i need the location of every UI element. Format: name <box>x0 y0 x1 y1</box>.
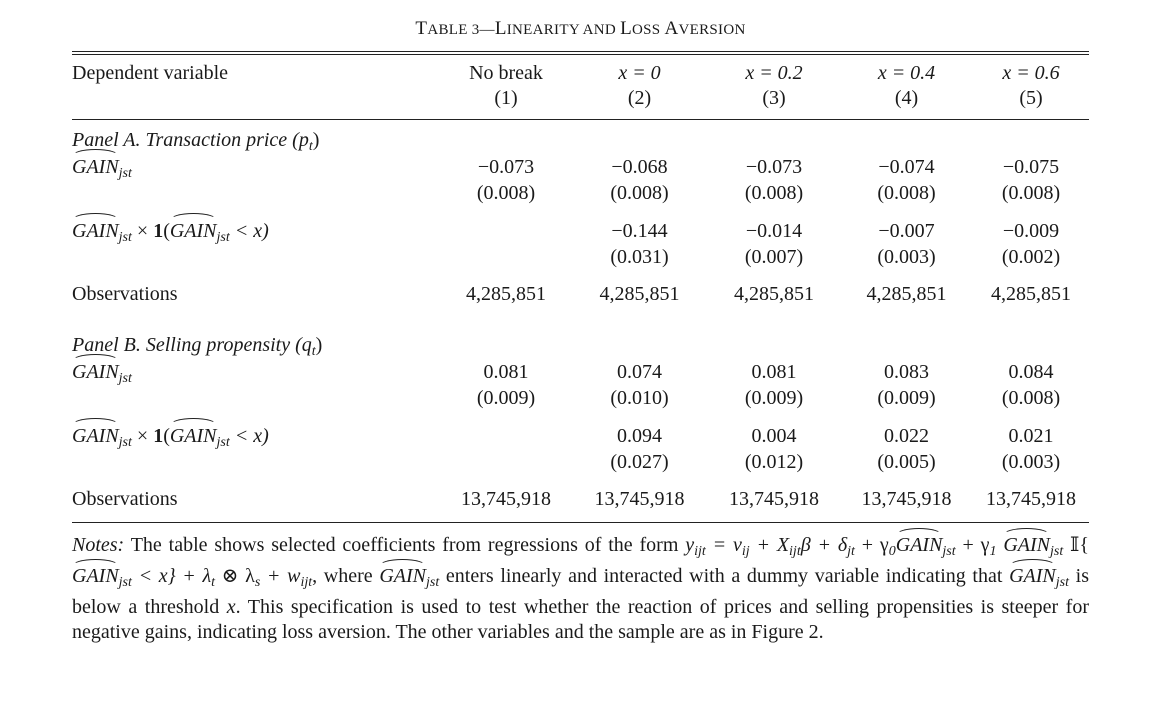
panel-a-sub: t <box>308 139 313 154</box>
coef-cell: 0.083 <box>884 361 929 383</box>
eq-sub: jt <box>847 544 855 559</box>
title-part: VERSION <box>678 22 746 38</box>
eq-sub: 1 <box>989 544 997 559</box>
col-label: x = 0.2 <box>745 62 803 84</box>
empty-cell <box>72 244 441 270</box>
gain-symbol: GAIN <box>72 361 119 383</box>
title-part: L <box>494 18 507 39</box>
coef-cell: −0.075 <box>1002 156 1060 178</box>
col-header-2 <box>571 61 708 119</box>
gain-symbol: GAIN <box>72 425 119 447</box>
eq-part: = v <box>705 534 742 556</box>
col-number: (1) <box>494 87 518 109</box>
coef-cell: −0.073 <box>477 156 535 178</box>
se-cell: (0.003) <box>877 246 936 268</box>
eq-sub: 0 <box>888 544 896 559</box>
col-number: (3) <box>762 87 786 109</box>
coef-cell: 0.004 <box>751 425 797 447</box>
col-header-5 <box>973 61 1089 119</box>
title-part: T <box>415 18 428 39</box>
table-header <box>72 55 1089 119</box>
col-label: No break <box>469 62 543 84</box>
eq-sub: ij <box>741 544 750 559</box>
indicator-symbol: 1 <box>153 220 164 242</box>
gain-sub: jst <box>216 435 230 450</box>
gain-sub: jst <box>118 230 132 245</box>
coef-cell: 0.084 <box>1008 361 1054 383</box>
obs-cell: 13,745,918 <box>594 488 685 510</box>
gain-sub: jst <box>216 230 230 245</box>
col-label: x = 0.4 <box>877 62 936 84</box>
gain-symbol: GAIN <box>72 220 119 242</box>
table-page <box>72 14 1089 645</box>
se-cell: (0.009) <box>744 387 804 409</box>
panel-b-sub: t <box>311 344 316 359</box>
se-cell: (0.031) <box>610 246 669 268</box>
gain-sub: jst <box>1049 544 1064 559</box>
se-cell <box>441 244 571 270</box>
coef-cell: −0.073 <box>745 156 803 178</box>
table-row <box>72 244 1089 270</box>
col-label: x = 0.6 <box>1002 62 1060 84</box>
se-cell: (0.008) <box>1001 387 1061 409</box>
se-cell: (0.007) <box>744 246 804 268</box>
title-part: L <box>620 18 632 39</box>
table-row <box>72 180 1089 206</box>
notes-text: , where <box>312 565 380 587</box>
coef-cell: 0.074 <box>617 361 662 383</box>
table-row <box>72 359 1089 385</box>
coef-cell: 0.081 <box>751 361 797 383</box>
notes-text: The table shows selected coefficients from regressions of the form <box>124 534 686 556</box>
gain-symbol: GAIN <box>379 565 426 587</box>
gain-sub: jst <box>118 575 132 590</box>
eq-sub: ijt <box>694 544 706 559</box>
table-title <box>72 14 1089 44</box>
title-part: A <box>664 18 679 39</box>
gain-sub: jst <box>118 166 132 181</box>
eq-part: + X <box>749 534 790 556</box>
paren: ( <box>163 220 170 242</box>
panel-a-label <box>72 126 1089 154</box>
se-cell: (0.027) <box>610 451 669 473</box>
times-symbol: × <box>131 425 154 447</box>
table-row <box>72 218 1089 244</box>
times-symbol: × <box>131 220 154 242</box>
lt-x: < x) <box>229 220 269 242</box>
obs-cell: 13,745,918 <box>461 488 551 510</box>
se-cell: (0.008) <box>610 182 669 204</box>
table-notes <box>72 533 1089 645</box>
se-cell: (0.008) <box>476 182 536 204</box>
se-cell: (0.009) <box>476 387 536 409</box>
gain-symbol: GAIN <box>72 156 119 178</box>
eq-part: β + δ <box>800 534 848 556</box>
coef-cell: −0.068 <box>611 156 668 178</box>
eq-part: + γ <box>955 534 990 556</box>
gain-sub: jst <box>118 371 132 386</box>
eq-sub: t <box>211 575 216 590</box>
gain-symbol: GAIN <box>895 534 943 556</box>
title-part: INEARITY AND <box>506 22 621 38</box>
eq-part: 𝕀{ <box>1063 534 1090 556</box>
eq-part: ⊗ λ <box>215 565 255 587</box>
gain-symbol: GAIN <box>169 220 217 242</box>
eq-part: + γ <box>854 534 889 556</box>
observations-label: Observations <box>72 283 178 305</box>
coef-cell: −0.007 <box>878 220 935 242</box>
gain-sub: jst <box>118 435 132 450</box>
eq-sub: s <box>254 575 261 590</box>
col-header-3 <box>708 61 840 119</box>
eq-part: + w <box>260 565 301 587</box>
se-cell: (0.012) <box>744 451 804 473</box>
coef-cell: 0.094 <box>617 425 662 447</box>
obs-cell: 4,285,851 <box>866 283 947 305</box>
obs-cell: 4,285,851 <box>599 283 680 305</box>
panel-a-var: p <box>298 129 309 151</box>
se-cell: (0.008) <box>1001 182 1061 204</box>
title-part: OSS <box>631 22 665 38</box>
col-number: (4) <box>894 87 919 109</box>
se-cell: (0.005) <box>877 451 936 473</box>
empty-cell <box>72 449 441 475</box>
col-number: (5) <box>1019 87 1043 109</box>
panel-b-close: ) <box>315 334 323 356</box>
col-number: (2) <box>627 87 652 109</box>
obs-cell: 4,285,851 <box>466 283 546 305</box>
se-cell: (0.008) <box>744 182 804 204</box>
gain-sub: jst <box>426 575 440 590</box>
gain-symbol: GAIN <box>169 425 217 447</box>
notes-text: . This specification is used to test whether the reaction of prices and selling propensities is steeper for negative gains, indicating loss aversion. The other variables and the sample are as in Figure 2. <box>72 596 1089 643</box>
table-row <box>72 154 1089 180</box>
empty-cell <box>72 180 441 206</box>
obs-cell: 4,285,851 <box>734 283 814 305</box>
table-row <box>72 281 1089 307</box>
col-label: x = 0 <box>618 62 661 84</box>
gain-symbol: GAIN <box>72 565 119 587</box>
coef-cell: −0.014 <box>745 220 803 242</box>
eq-part: < x} + λ <box>131 565 212 587</box>
title-part: ABLE 3— <box>427 22 495 38</box>
coef-cell: −0.009 <box>1002 220 1060 242</box>
paren: ( <box>163 425 170 447</box>
obs-cell: 13,745,918 <box>861 488 952 510</box>
obs-cell: 4,285,851 <box>991 283 1071 305</box>
dependent-variable-label: Dependent variable <box>72 62 229 84</box>
panel-b-label <box>72 331 1089 359</box>
coef-cell: 0.022 <box>884 425 929 447</box>
col-header-1 <box>441 61 571 119</box>
notes-var: x <box>226 596 236 618</box>
se-cell: (0.010) <box>610 387 669 409</box>
eq-part: y <box>685 534 695 556</box>
obs-cell: 13,745,918 <box>986 488 1076 510</box>
table-row <box>72 423 1089 449</box>
table-row <box>72 385 1089 411</box>
se-cell: (0.002) <box>1001 246 1061 268</box>
coef-cell: −0.074 <box>878 156 935 178</box>
notes-lead: Notes: <box>72 534 125 556</box>
coef-cell: 0.081 <box>483 361 529 383</box>
gain-symbol: GAIN <box>1009 565 1056 587</box>
eq-sub: ijt <box>789 544 801 559</box>
panel-b-var: q <box>301 334 312 356</box>
panel-a-title: Panel A. Transaction price ( <box>72 129 299 151</box>
gain-symbol: GAIN <box>1003 534 1050 556</box>
gain-sub: jst <box>942 544 956 559</box>
eq-sub: ijt <box>300 575 313 590</box>
se-cell <box>441 449 571 475</box>
se-cell: (0.008) <box>877 182 936 204</box>
table-row <box>72 486 1089 512</box>
gain-sub: jst <box>1055 575 1069 590</box>
panel-a-close: ) <box>312 129 320 151</box>
panel-b-title: Panel B. Selling propensity ( <box>72 334 302 356</box>
se-cell: (0.009) <box>877 387 936 409</box>
empty-cell <box>72 385 441 411</box>
notes-text: enters linearly and interacted with a dummy variable indicating that <box>439 565 1010 587</box>
lt-x: < x) <box>229 425 269 447</box>
bottom-rule <box>72 522 1089 523</box>
se-cell: (0.003) <box>1001 451 1061 473</box>
obs-cell: 13,745,918 <box>729 488 819 510</box>
indicator-symbol: 1 <box>153 425 164 447</box>
coef-cell: 0.021 <box>1008 425 1054 447</box>
observations-label: Observations <box>72 488 178 510</box>
coef-cell: −0.144 <box>611 220 668 242</box>
notes-text: is below a threshold <box>72 565 1089 618</box>
col-header-4 <box>840 61 973 119</box>
table-row <box>72 449 1089 475</box>
